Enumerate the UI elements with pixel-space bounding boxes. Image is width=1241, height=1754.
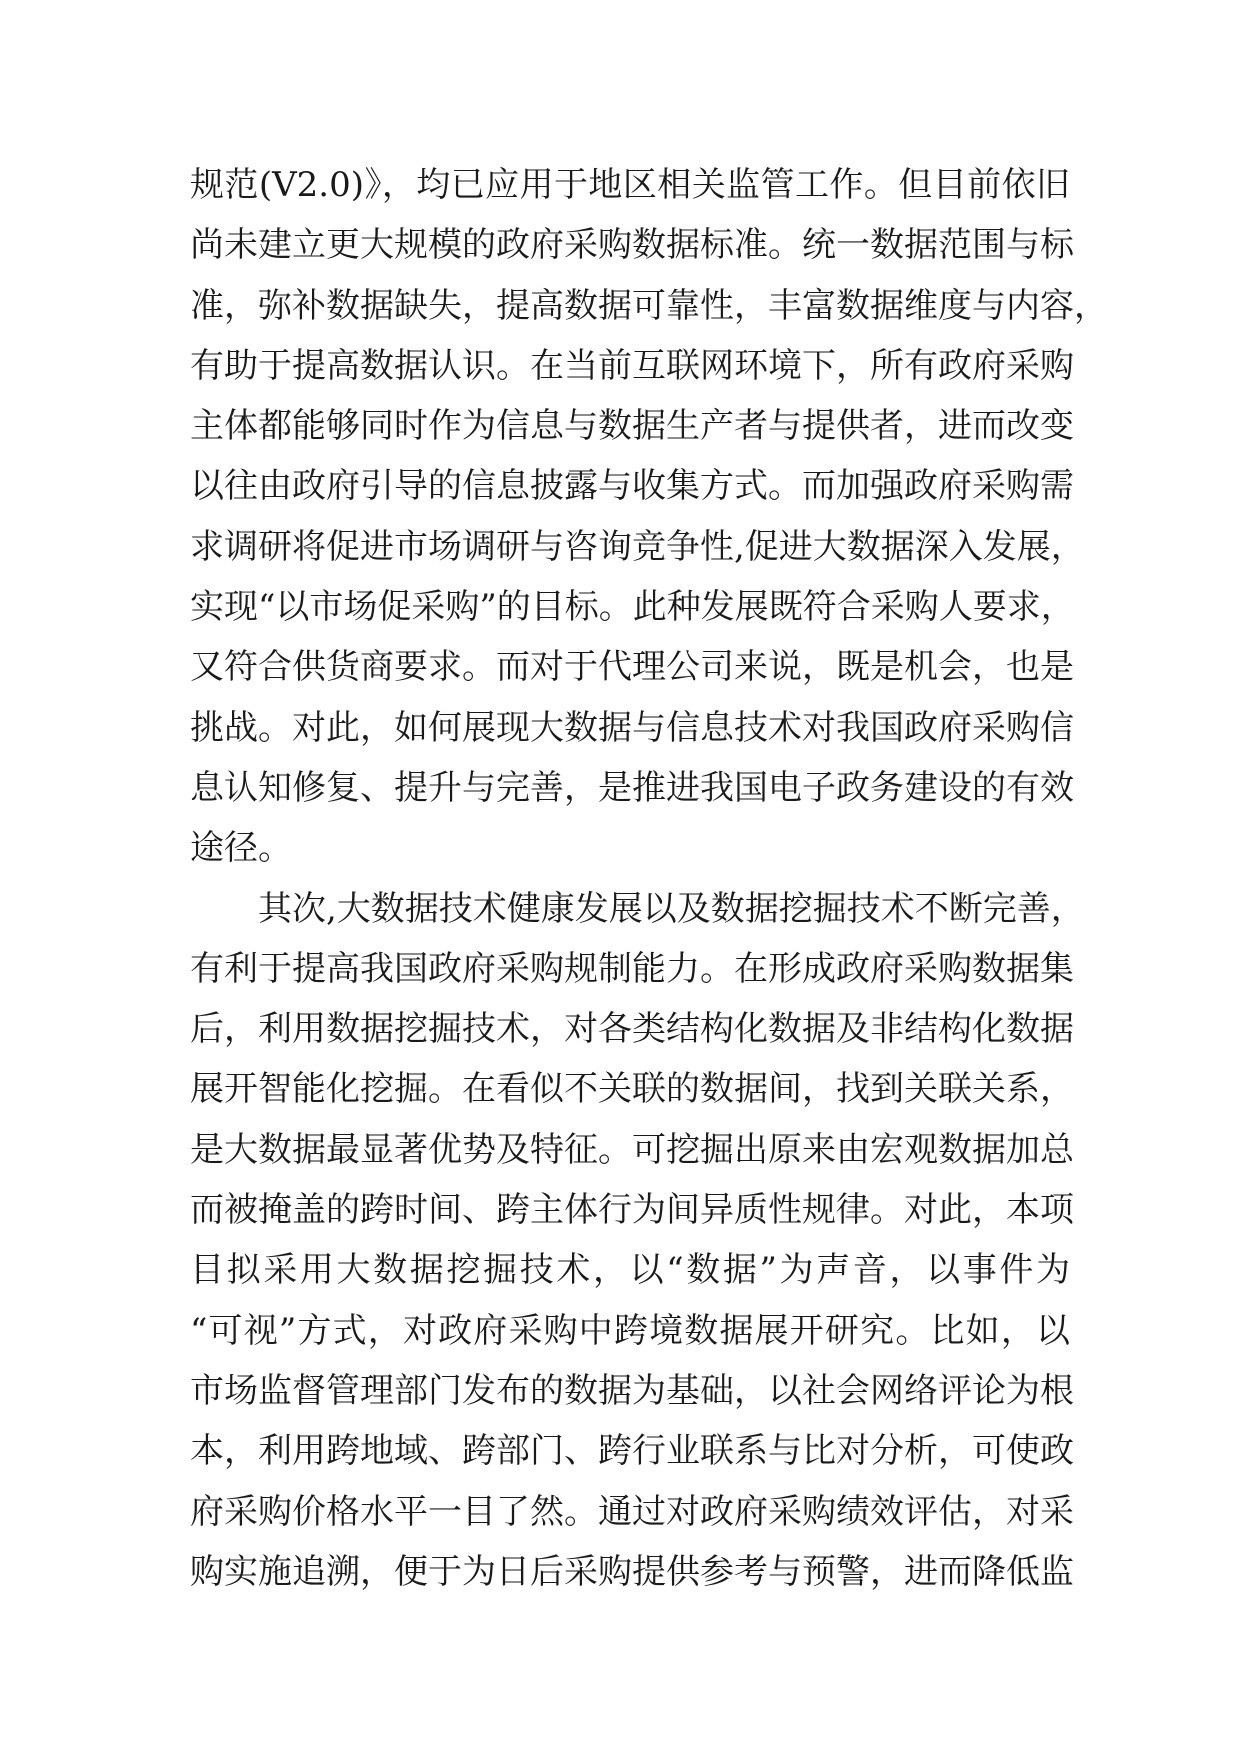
text-line: 求调研将促进市场调研与咨询竞争性,促进大数据深入发展， bbox=[190, 526, 1085, 567]
text-line: 又符合供货商要求。而对于代理公司来说，既是机会，也是 bbox=[190, 647, 1074, 688]
text-line: 是大数据最显著优势及特征。可挖掘出原来由宏观数据加总 bbox=[190, 1129, 1074, 1170]
text-line: 目拟采用大数据挖掘技术，以“数据”为声音，以事件为 bbox=[190, 1250, 1070, 1291]
text-line: 以往由政府引导的信息披露与收集方式。而加强政府采购需 bbox=[190, 466, 1074, 507]
text-line: 挑战。对此，如何展现大数据与信息技术对我国政府采购信 bbox=[190, 707, 1074, 748]
text-line: 实现“以市场促采购”的目标。此种发展既符合采购人要求， bbox=[190, 587, 1075, 628]
text-line: 主体都能够同时作为信息与数据生产者与提供者，进而改变 bbox=[190, 406, 1074, 447]
text-line: 息认知修复、提升与完善，是推进我国电子政务建设的有效 bbox=[190, 767, 1074, 808]
text-line: 展开智能化挖掘。在看似不关联的数据间，找到关联关系， bbox=[190, 1069, 1074, 1110]
text-line: 有助于提高数据认识。在当前互联网环境下，所有政府采购 bbox=[190, 345, 1074, 386]
text-line: 准，弥补数据缺失，提高数据可靠性，丰富数据维度与内容， bbox=[190, 285, 1108, 326]
text-line: 尚未建立更大规模的政府采购数据标准。统一数据范围与标 bbox=[190, 225, 1074, 266]
text-line: 购实施追溯，便于为日后采购提供参考与预警，进而降低监 bbox=[190, 1551, 1074, 1592]
text-line: 市场监督管理部门发布的数据为基础，以社会网络评论为根 bbox=[190, 1370, 1074, 1411]
text-line: 后，利用数据挖掘技术，对各类结构化数据及非结构化数据 bbox=[190, 1009, 1074, 1050]
text-line: 规范(V2.0)》，均已应用于地区相关监管工作。但目前依旧 bbox=[190, 165, 1070, 205]
text-line: 本，利用跨地域、跨部门、跨行业联系与比对分析，可使政 bbox=[190, 1431, 1074, 1472]
text-line: “可视”方式，对政府采购中跨境数据展开研究。比如，以 bbox=[190, 1310, 1070, 1351]
text-line: 其次,大数据技术健康发展以及数据挖掘技术不断完善， bbox=[258, 888, 1085, 929]
body-text bbox=[190, 155, 1108, 1602]
text-line: 途径。 bbox=[190, 828, 292, 869]
text-line: 有利于提高我国政府采购规制能力。在形成政府采购数据集 bbox=[190, 948, 1074, 989]
text-line: 府采购价格水平一目了然。通过对政府采购绩效评估，对采 bbox=[190, 1491, 1074, 1532]
text-line: 而被掩盖的跨时间、跨主体行为间异质性规律。对此，本项 bbox=[190, 1190, 1074, 1231]
